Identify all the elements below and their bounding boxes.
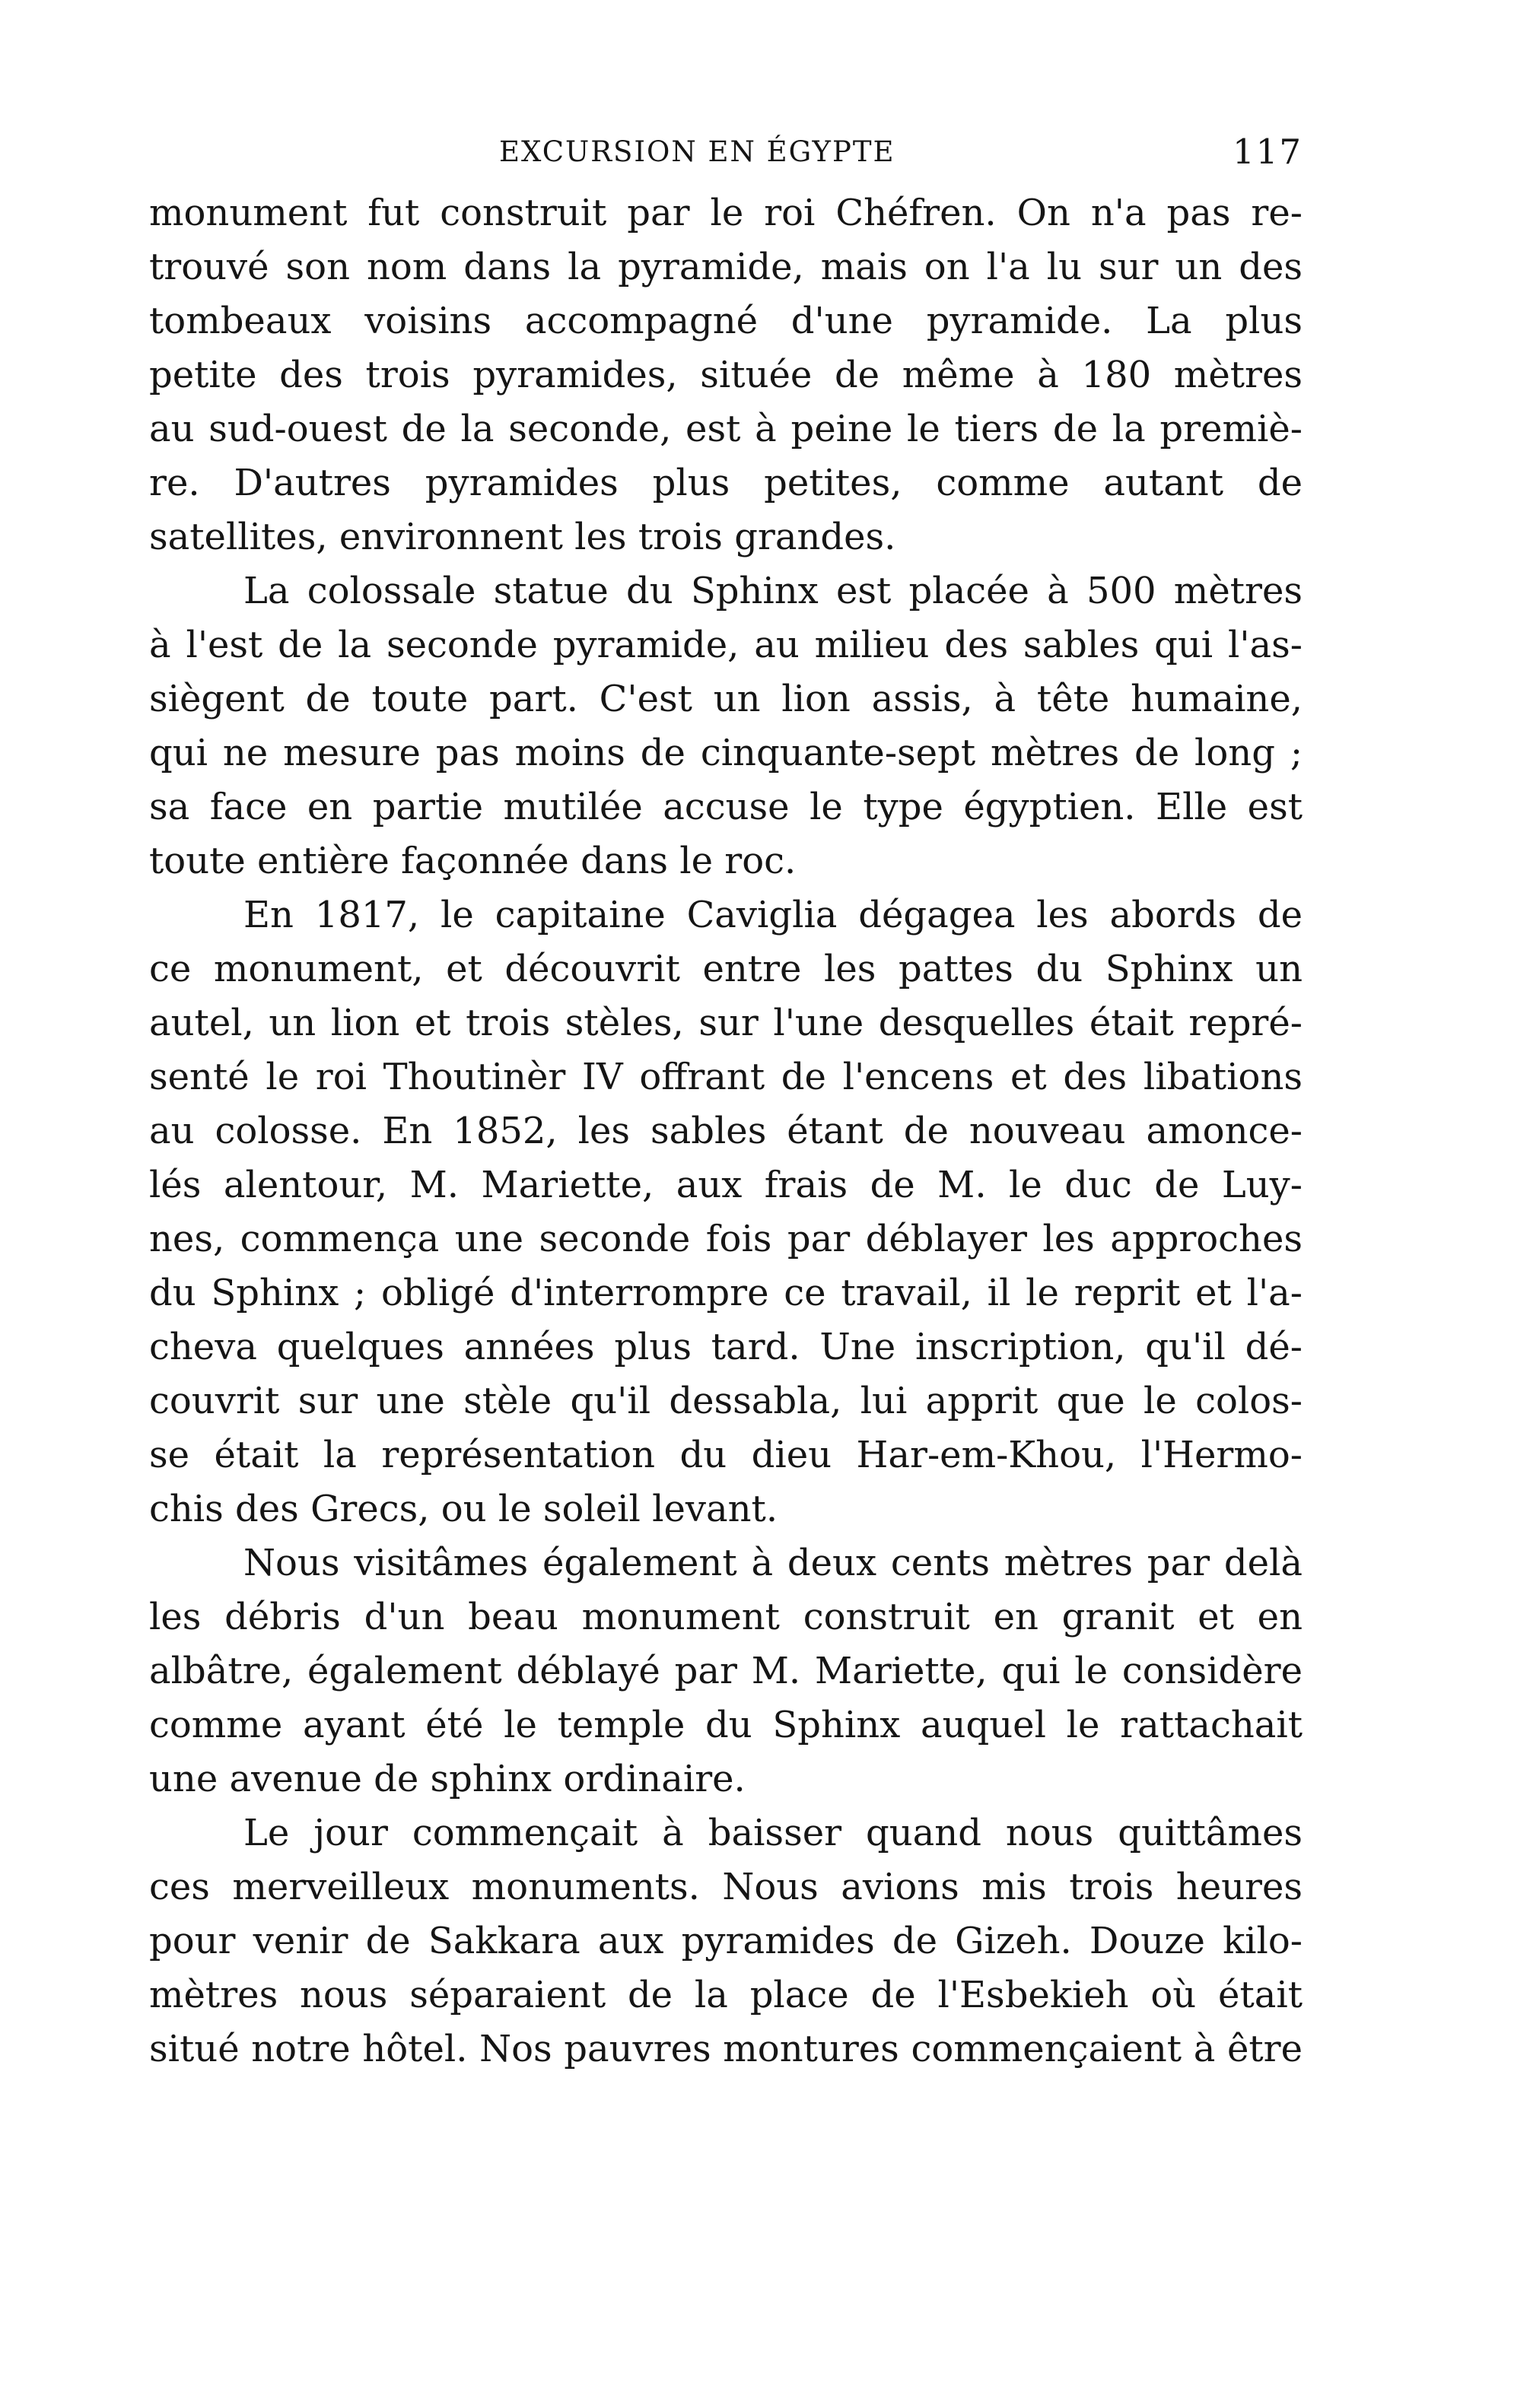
text-line: comme ayant été le temple du Sphinx auquel le rattachait (149, 1704, 1303, 1746)
text-line: les débris d'un beau monument construit en granit et en (149, 1596, 1303, 1638)
body-text (149, 186, 1303, 2076)
text-line: au colosse. En 1852, les sables étant de nouveau amonce- (149, 1110, 1303, 1152)
text-line: albâtre, également déblayé par M. Mariette, qui le considère (149, 1650, 1303, 1692)
text-line: ces merveilleux monuments. Nous avions mis trois heures (149, 1866, 1303, 1908)
text-line: à l'est de la seconde pyramide, au milieu des sables qui l'as- (149, 624, 1303, 666)
text-line: lés alentour, M. Mariette, aux frais de M. le duc de Luy- (149, 1164, 1303, 1206)
text-line: tombeaux voisins accompagné d'une pyramide. La plus (149, 300, 1303, 342)
text-line: mètres nous séparaient de la place de l'Esbekieh où était (149, 1974, 1303, 2016)
running-title: EXCURSION EN ÉGYPTE (499, 135, 895, 168)
paragraph-first-line: La colossale statue du Sphinx est placée à 500 mètres (243, 570, 1303, 612)
page-number: 117 (1233, 132, 1303, 172)
text-line: couvrit sur une stèle qu'il dessabla, lui apprit que le colos- (149, 1380, 1303, 1422)
text-line: monument fut construit par le roi Chéfren. On n'a pas re- (149, 192, 1303, 234)
text-line: re. D'autres pyramides plus petites, comme autant de (149, 462, 1303, 504)
text-line: situé notre hôtel. Nos pauvres montures commençaient à être (149, 2028, 1303, 2070)
paragraph-first-line: Nous visitâmes également à deux cents mètres par delà (243, 1542, 1303, 1584)
text-line: du Sphinx ; obligé d'interrompre ce travail, il le reprit et l'a- (149, 1272, 1303, 1314)
paragraph-first-line: Le jour commençait à baisser quand nous quittâmes (243, 1812, 1303, 1854)
text-line: au sud-ouest de la seconde, est à peine le tiers de la premiè- (149, 408, 1303, 450)
text-line: chis des Grecs, ou le soleil levant. (149, 1488, 778, 1530)
running-head (149, 129, 1303, 175)
text-line: autel, un lion et trois stèles, sur l'une desquelles était repré- (149, 1002, 1303, 1044)
text-line: nes, commença une seconde fois par déblayer les approches (149, 1218, 1303, 1260)
text-line: se était la représentation du dieu Har-em-Khou, l'Hermo- (149, 1434, 1303, 1476)
text-line: une avenue de sphinx ordinaire. (149, 1758, 746, 1800)
paragraph-first-line: En 1817, le capitaine Caviglia dégagea les abords de (243, 894, 1303, 936)
text-line: petite des trois pyramides, située de même à 180 mètres (149, 354, 1303, 396)
text-line: cheva quelques années plus tard. Une inscription, qu'il dé- (149, 1326, 1303, 1368)
text-line: sa face en partie mutilée accuse le type égyptien. Elle est (149, 786, 1303, 828)
text-line: toute entière façonnée dans le roc. (149, 840, 797, 882)
text-line: siègent de toute part. C'est un lion assis, à tête humaine, (149, 678, 1303, 720)
text-line: senté le roi Thoutinèr IV offrant de l'encens et des libations (149, 1056, 1303, 1098)
text-line: ce monument, et découvrit entre les pattes du Sphinx un (149, 948, 1303, 990)
text-line: pour venir de Sakkara aux pyramides de Gizeh. Douze kilo- (149, 1920, 1303, 1962)
text-line: trouvé son nom dans la pyramide, mais on l'a lu sur un des (149, 246, 1303, 288)
text-line: satellites, environnent les trois grandes. (149, 516, 896, 558)
text-line: qui ne mesure pas moins de cinquante-sept mètres de long ; (149, 732, 1303, 774)
